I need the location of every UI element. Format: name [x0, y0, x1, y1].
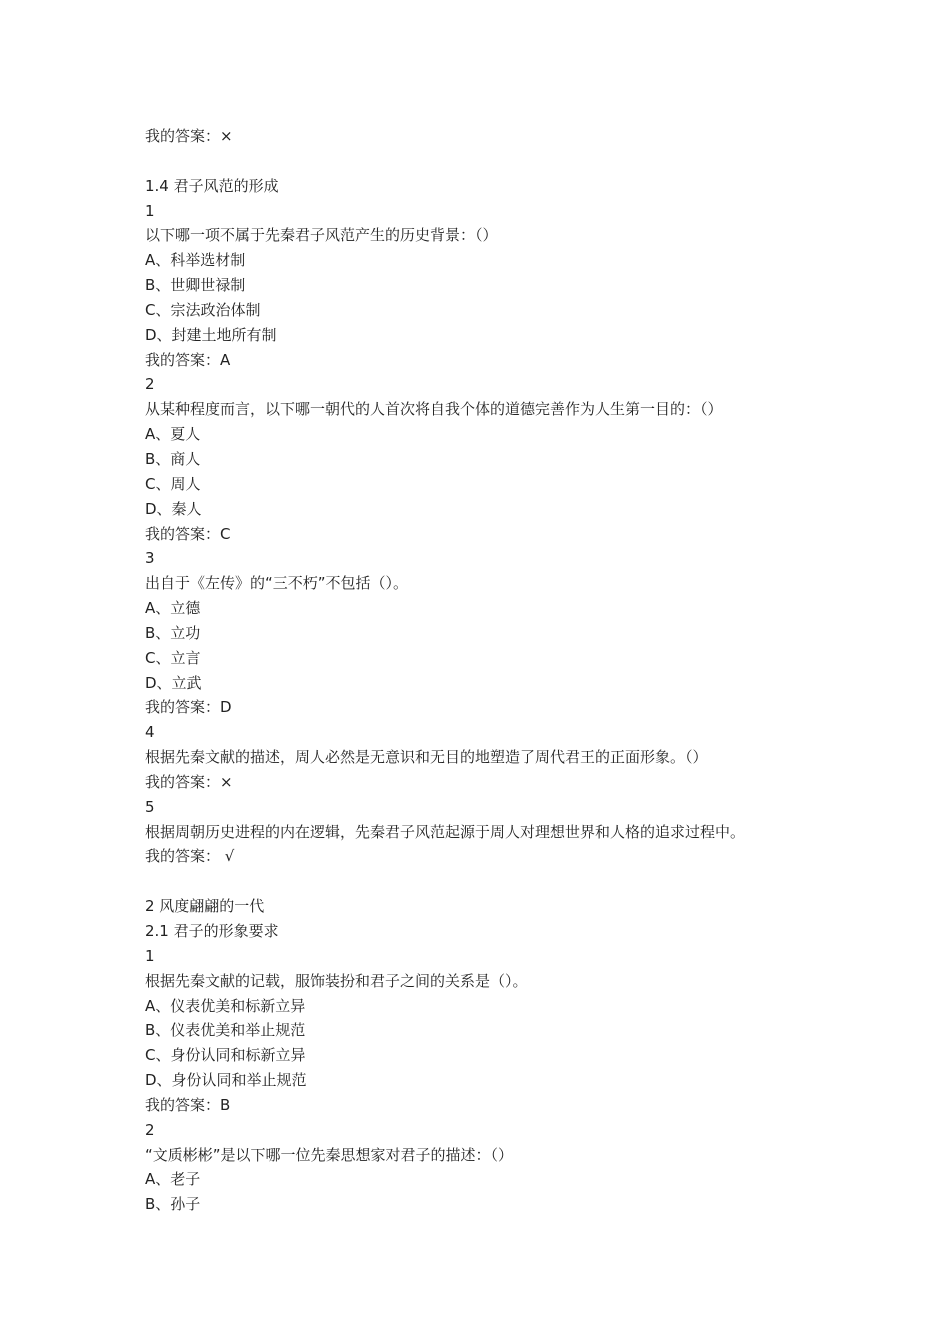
option-a: A、科举选材制 [145, 251, 246, 270]
option-d: D、秦人 [145, 499, 202, 518]
answer-line: 我的答案：A [145, 350, 231, 369]
answer-line: 我的答案： √ [145, 847, 235, 866]
question-text: 出自于《左传》的“三不朽”不包括（）。 [145, 574, 409, 593]
question-number: 3 [145, 549, 155, 568]
option-b: B、商人 [145, 449, 201, 468]
question-number: 2 [145, 1120, 155, 1139]
answer-line: 我的答案：× [145, 772, 233, 791]
option-d: D、封建土地所有制 [145, 325, 277, 344]
option-a: A、老子 [145, 1170, 201, 1189]
question-text: 从某种程度而言，以下哪一朝代的人首次将自我个体的道德完善作为人生第一目的：（） [145, 400, 723, 419]
question-number: 5 [145, 797, 155, 816]
question-text: 根据先秦文献的描述，周人必然是无意识和无目的地塑造了周代君王的正面形象。（） [145, 748, 708, 767]
option-b: B、孙子 [145, 1195, 201, 1214]
question-text: 以下哪一项不属于先秦君子风范产生的历史背景：（） [145, 226, 498, 245]
chapter-heading: 2 风度翩翩的一代 [145, 897, 265, 916]
question-number: 2 [145, 375, 155, 394]
answer-line: 我的答案：× [145, 127, 233, 145]
blank-line [145, 149, 845, 174]
option-c: C、立言 [145, 648, 201, 667]
option-b: B、立功 [145, 623, 201, 642]
option-c: C、身份认同和标新立异 [145, 1046, 306, 1065]
option-a: A、夏人 [145, 425, 201, 444]
question-text: 根据周朝历史进程的内在逻辑，先秦君子风范起源于周人对理想世界和人格的追求过程中。 [145, 822, 746, 841]
question-number: 4 [145, 723, 155, 742]
option-c: C、周人 [145, 474, 201, 493]
option-c: C、宗法政治体制 [145, 300, 261, 319]
document-page [145, 124, 845, 1217]
option-d: D、立武 [145, 673, 202, 692]
option-a: A、立德 [145, 599, 201, 618]
section-heading: 2.1 君子的形象要求 [145, 922, 279, 940]
question-text: 根据先秦文献的记载，服饰装扮和君子之间的关系是（）。 [145, 971, 528, 990]
question-number: 1 [145, 201, 155, 220]
answer-line: 我的答案：B [145, 1095, 231, 1114]
option-a: A、仪表优美和标新立异 [145, 996, 306, 1015]
answer-line: 我的答案：C [145, 524, 231, 543]
answer-line: 我的答案：D [145, 698, 232, 717]
question-number: 1 [145, 946, 155, 965]
question-text: “文质彬彬”是以下哪一位先秦思想家对君子的描述：（） [145, 1145, 514, 1164]
option-b: B、仪表优美和举止规范 [145, 1021, 306, 1040]
section-heading: 1.4 君子风范的形成 [145, 176, 279, 195]
blank-line [145, 869, 845, 894]
option-d: D、身份认同和举止规范 [145, 1071, 307, 1090]
option-b: B、世卿世禄制 [145, 276, 246, 295]
